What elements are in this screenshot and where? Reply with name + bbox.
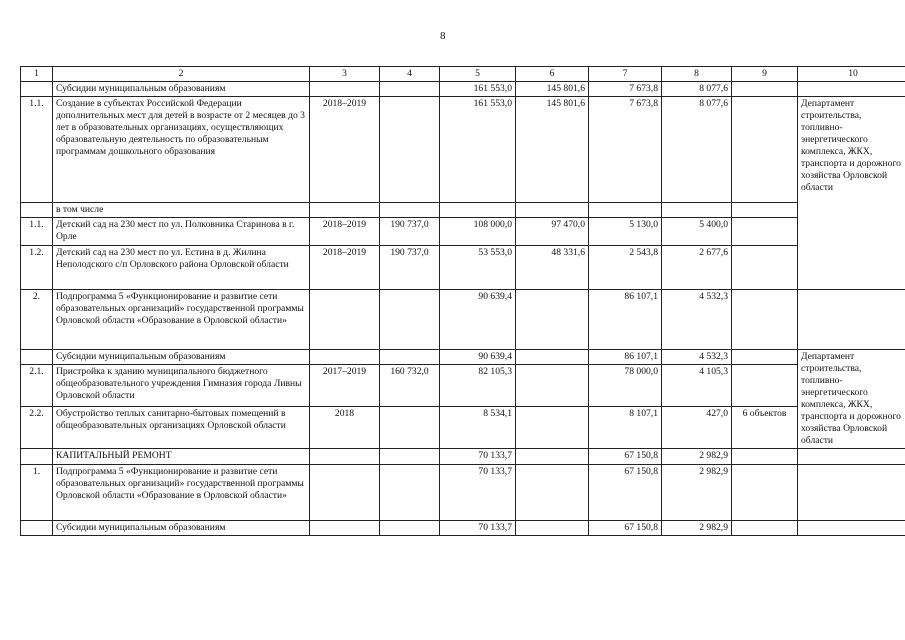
table-cell-3 [310, 82, 380, 97]
table-row [21, 246, 905, 290]
table-cell-9 [732, 449, 798, 465]
table-cell-8: 2 982,9 [662, 465, 732, 521]
table-cell-6: 48 331,6 [516, 246, 589, 290]
header-cell: 7 [589, 67, 662, 82]
table-cell-3: 2017–2019 [310, 365, 380, 407]
header-cell: 6 [516, 67, 589, 82]
table-cell-2: в том числе [53, 203, 310, 218]
table-row [21, 465, 905, 521]
table-cell-5: 8 534,1 [440, 407, 516, 449]
table-cell-1: 1.1. [21, 218, 53, 246]
table-cell-3 [310, 465, 380, 521]
table-row [21, 449, 905, 465]
table-cell-2: Субсидии муниципальным образованиям [53, 82, 310, 97]
table-cell-7: 5 130,0 [589, 218, 662, 246]
table-cell-6: 97 470,0 [516, 218, 589, 246]
header-cell: 4 [380, 67, 440, 82]
table-cell-4 [380, 449, 440, 465]
table-cell-7: 67 150,8 [589, 465, 662, 521]
table-cell-8: 8 077,6 [662, 82, 732, 97]
table-cell-3 [310, 203, 380, 218]
table-row [21, 290, 905, 350]
table-cell-8: 4 105,3 [662, 365, 732, 407]
table-cell-10 [798, 290, 905, 350]
table-cell-5: 108 000,0 [440, 218, 516, 246]
department-cell: Департамент строительства, топливно-энергетического комплекса, ЖКХ, транспорта и дорожного хозяйства Орловской области [798, 97, 905, 290]
table-cell-7: 7 673,8 [589, 97, 662, 203]
table-cell-8: 2 982,9 [662, 449, 732, 465]
table-cell-7: 7 673,8 [589, 82, 662, 97]
table-cell-1 [21, 521, 53, 536]
table-cell-4 [380, 350, 440, 365]
table-cell-9 [732, 290, 798, 350]
table-cell-6 [516, 290, 589, 350]
header-cell: 2 [53, 67, 310, 82]
table-cell-5: 70 133,7 [440, 449, 516, 465]
table-cell-5: 161 553,0 [440, 82, 516, 97]
table-cell-1: 2.2. [21, 407, 53, 449]
table-cell-3 [310, 449, 380, 465]
table-cell-3: 2018–2019 [310, 97, 380, 203]
table-cell-8: 4 532,3 [662, 350, 732, 365]
table-cell-1: 2.1. [21, 365, 53, 407]
table-cell-9: 6 объектов [732, 407, 798, 449]
table-cell-7: 67 150,8 [589, 449, 662, 465]
table-cell-6 [516, 449, 589, 465]
table-cell-5 [440, 203, 516, 218]
table-cell-4 [380, 97, 440, 203]
table-cell-4: 160 732,0 [380, 365, 440, 407]
table-cell-1 [21, 82, 53, 97]
table-row [21, 97, 905, 203]
table-cell-1 [21, 449, 53, 465]
table-cell-1 [21, 350, 53, 365]
table-cell-9 [732, 465, 798, 521]
table-cell-2: Обустройство теплых санитарно-бытовых помещений в общеобразовательных организациях Орловской области [53, 407, 310, 449]
header-cell: 10 [798, 67, 905, 82]
header-cell: 3 [310, 67, 380, 82]
table-row [21, 521, 905, 536]
table-cell-6 [516, 407, 589, 449]
table-cell-2: Подпрограмма 5 «Функционирование и развитие сети образовательных организаций» государственной программы Орловской области «Образование в Орловской области» [53, 290, 310, 350]
table-cell-5: 90 639,4 [440, 290, 516, 350]
table-cell-7: 67 150,8 [589, 521, 662, 536]
table-cell-9 [732, 97, 798, 203]
table-cell-6: 145 801,6 [516, 82, 589, 97]
table-cell-3: 2018 [310, 407, 380, 449]
table-cell-9 [732, 365, 798, 407]
table-cell-1: 1.1. [21, 97, 53, 203]
table-cell-2: КАПИТАЛЬНЫЙ РЕМОНТ [53, 449, 310, 465]
table-cell-3: 2018–2019 [310, 246, 380, 290]
table-cell-4 [380, 290, 440, 350]
table-cell-7 [589, 203, 662, 218]
header-cell: 1 [21, 67, 53, 82]
table-cell-2: Детский сад на 230 мест по ул. Естина в д. Жилина Неполодского с/п Орловского района Орловской области [53, 246, 310, 290]
header-row [21, 67, 905, 82]
table-cell-3 [310, 350, 380, 365]
table-cell-2: Субсидии муниципальным образованиям [53, 350, 310, 365]
page-number: 8 [440, 30, 446, 42]
table-cell-1 [21, 203, 53, 218]
budget-table [20, 66, 905, 536]
table-cell-9 [732, 246, 798, 290]
table-cell-9 [732, 521, 798, 536]
table-cell-8: 8 077,6 [662, 97, 732, 203]
table-cell-3 [310, 290, 380, 350]
table-cell-7: 2 543,8 [589, 246, 662, 290]
table-row [21, 350, 905, 365]
table-cell-1: 1. [21, 465, 53, 521]
table-cell-5: 70 133,7 [440, 465, 516, 521]
table-cell-10 [798, 465, 905, 521]
table-cell-2: Детский сад на 230 мест по ул. Полковника Старинова в г. Орле [53, 218, 310, 246]
table-cell-4 [380, 82, 440, 97]
table-row [21, 203, 905, 218]
table-cell-4 [380, 521, 440, 536]
table-cell-1: 2. [21, 290, 53, 350]
table-cell-6: 145 801,6 [516, 97, 589, 203]
table-cell-8: 2 982,9 [662, 521, 732, 536]
table-cell-2: Пристройка к зданию муниципального бюджетного общеобразовательного учреждения Гимназия города Ливны Орловской области [53, 365, 310, 407]
table-cell-5: 53 553,0 [440, 246, 516, 290]
table-cell-3: 2018–2019 [310, 218, 380, 246]
table-cell-9 [732, 82, 798, 97]
table-cell-2: Субсидии муниципальным образованиям [53, 521, 310, 536]
table-cell-6 [516, 350, 589, 365]
table-cell-9 [732, 350, 798, 365]
table-row [21, 407, 905, 449]
table-cell-4 [380, 407, 440, 449]
table-cell-6 [516, 203, 589, 218]
table-cell-2: Подпрограмма 5 «Функционирование и развитие сети образовательных организаций» государственной программы Орловской области «Образование в Орловской области» [53, 465, 310, 521]
table-cell-5: 161 553,0 [440, 97, 516, 203]
table-cell-7: 86 107,1 [589, 350, 662, 365]
table-cell-8 [662, 203, 732, 218]
table-cell-10 [798, 82, 905, 97]
table-row [21, 218, 905, 246]
table-cell-6 [516, 465, 589, 521]
table-cell-5: 82 105,3 [440, 365, 516, 407]
table-cell-9 [732, 203, 798, 218]
table-cell-7: 86 107,1 [589, 290, 662, 350]
table-row [21, 82, 905, 97]
table-cell-4 [380, 203, 440, 218]
table-cell-7: 8 107,1 [589, 407, 662, 449]
department-cell: Департамент строительства, топливно-энергетического комплекса, ЖКХ, транспорта и дорожного хозяйства Орловской области [798, 350, 905, 449]
table-cell-8: 427,0 [662, 407, 732, 449]
table-cell-4 [380, 465, 440, 521]
table-row [21, 365, 905, 407]
header-cell: 9 [732, 67, 798, 82]
table-cell-8: 4 532,3 [662, 290, 732, 350]
table-cell-2: Создание в субъектах Российской Федерации дополнительных мест для детей в возрасте от 2 месяцев до 3 лет в образовательных организациях, осуществляющих образовательную деятельность по образовательным программам дошкольного образования [53, 97, 310, 203]
table-cell-4: 190 737,0 [380, 246, 440, 290]
table-cell-5: 70 133,7 [440, 521, 516, 536]
table-cell-10 [798, 521, 905, 536]
table-cell-6 [516, 365, 589, 407]
table-cell-1: 1.2. [21, 246, 53, 290]
table-cell-8: 5 400,0 [662, 218, 732, 246]
header-cell: 8 [662, 67, 732, 82]
table-cell-4: 190 737,0 [380, 218, 440, 246]
header-cell: 5 [440, 67, 516, 82]
table-cell-7: 78 000,0 [589, 365, 662, 407]
table-cell-10 [798, 449, 905, 465]
table-cell-8: 2 677,6 [662, 246, 732, 290]
table-cell-9 [732, 218, 798, 246]
table-cell-5: 90 639,4 [440, 350, 516, 365]
table-cell-6 [516, 521, 589, 536]
table-cell-3 [310, 521, 380, 536]
